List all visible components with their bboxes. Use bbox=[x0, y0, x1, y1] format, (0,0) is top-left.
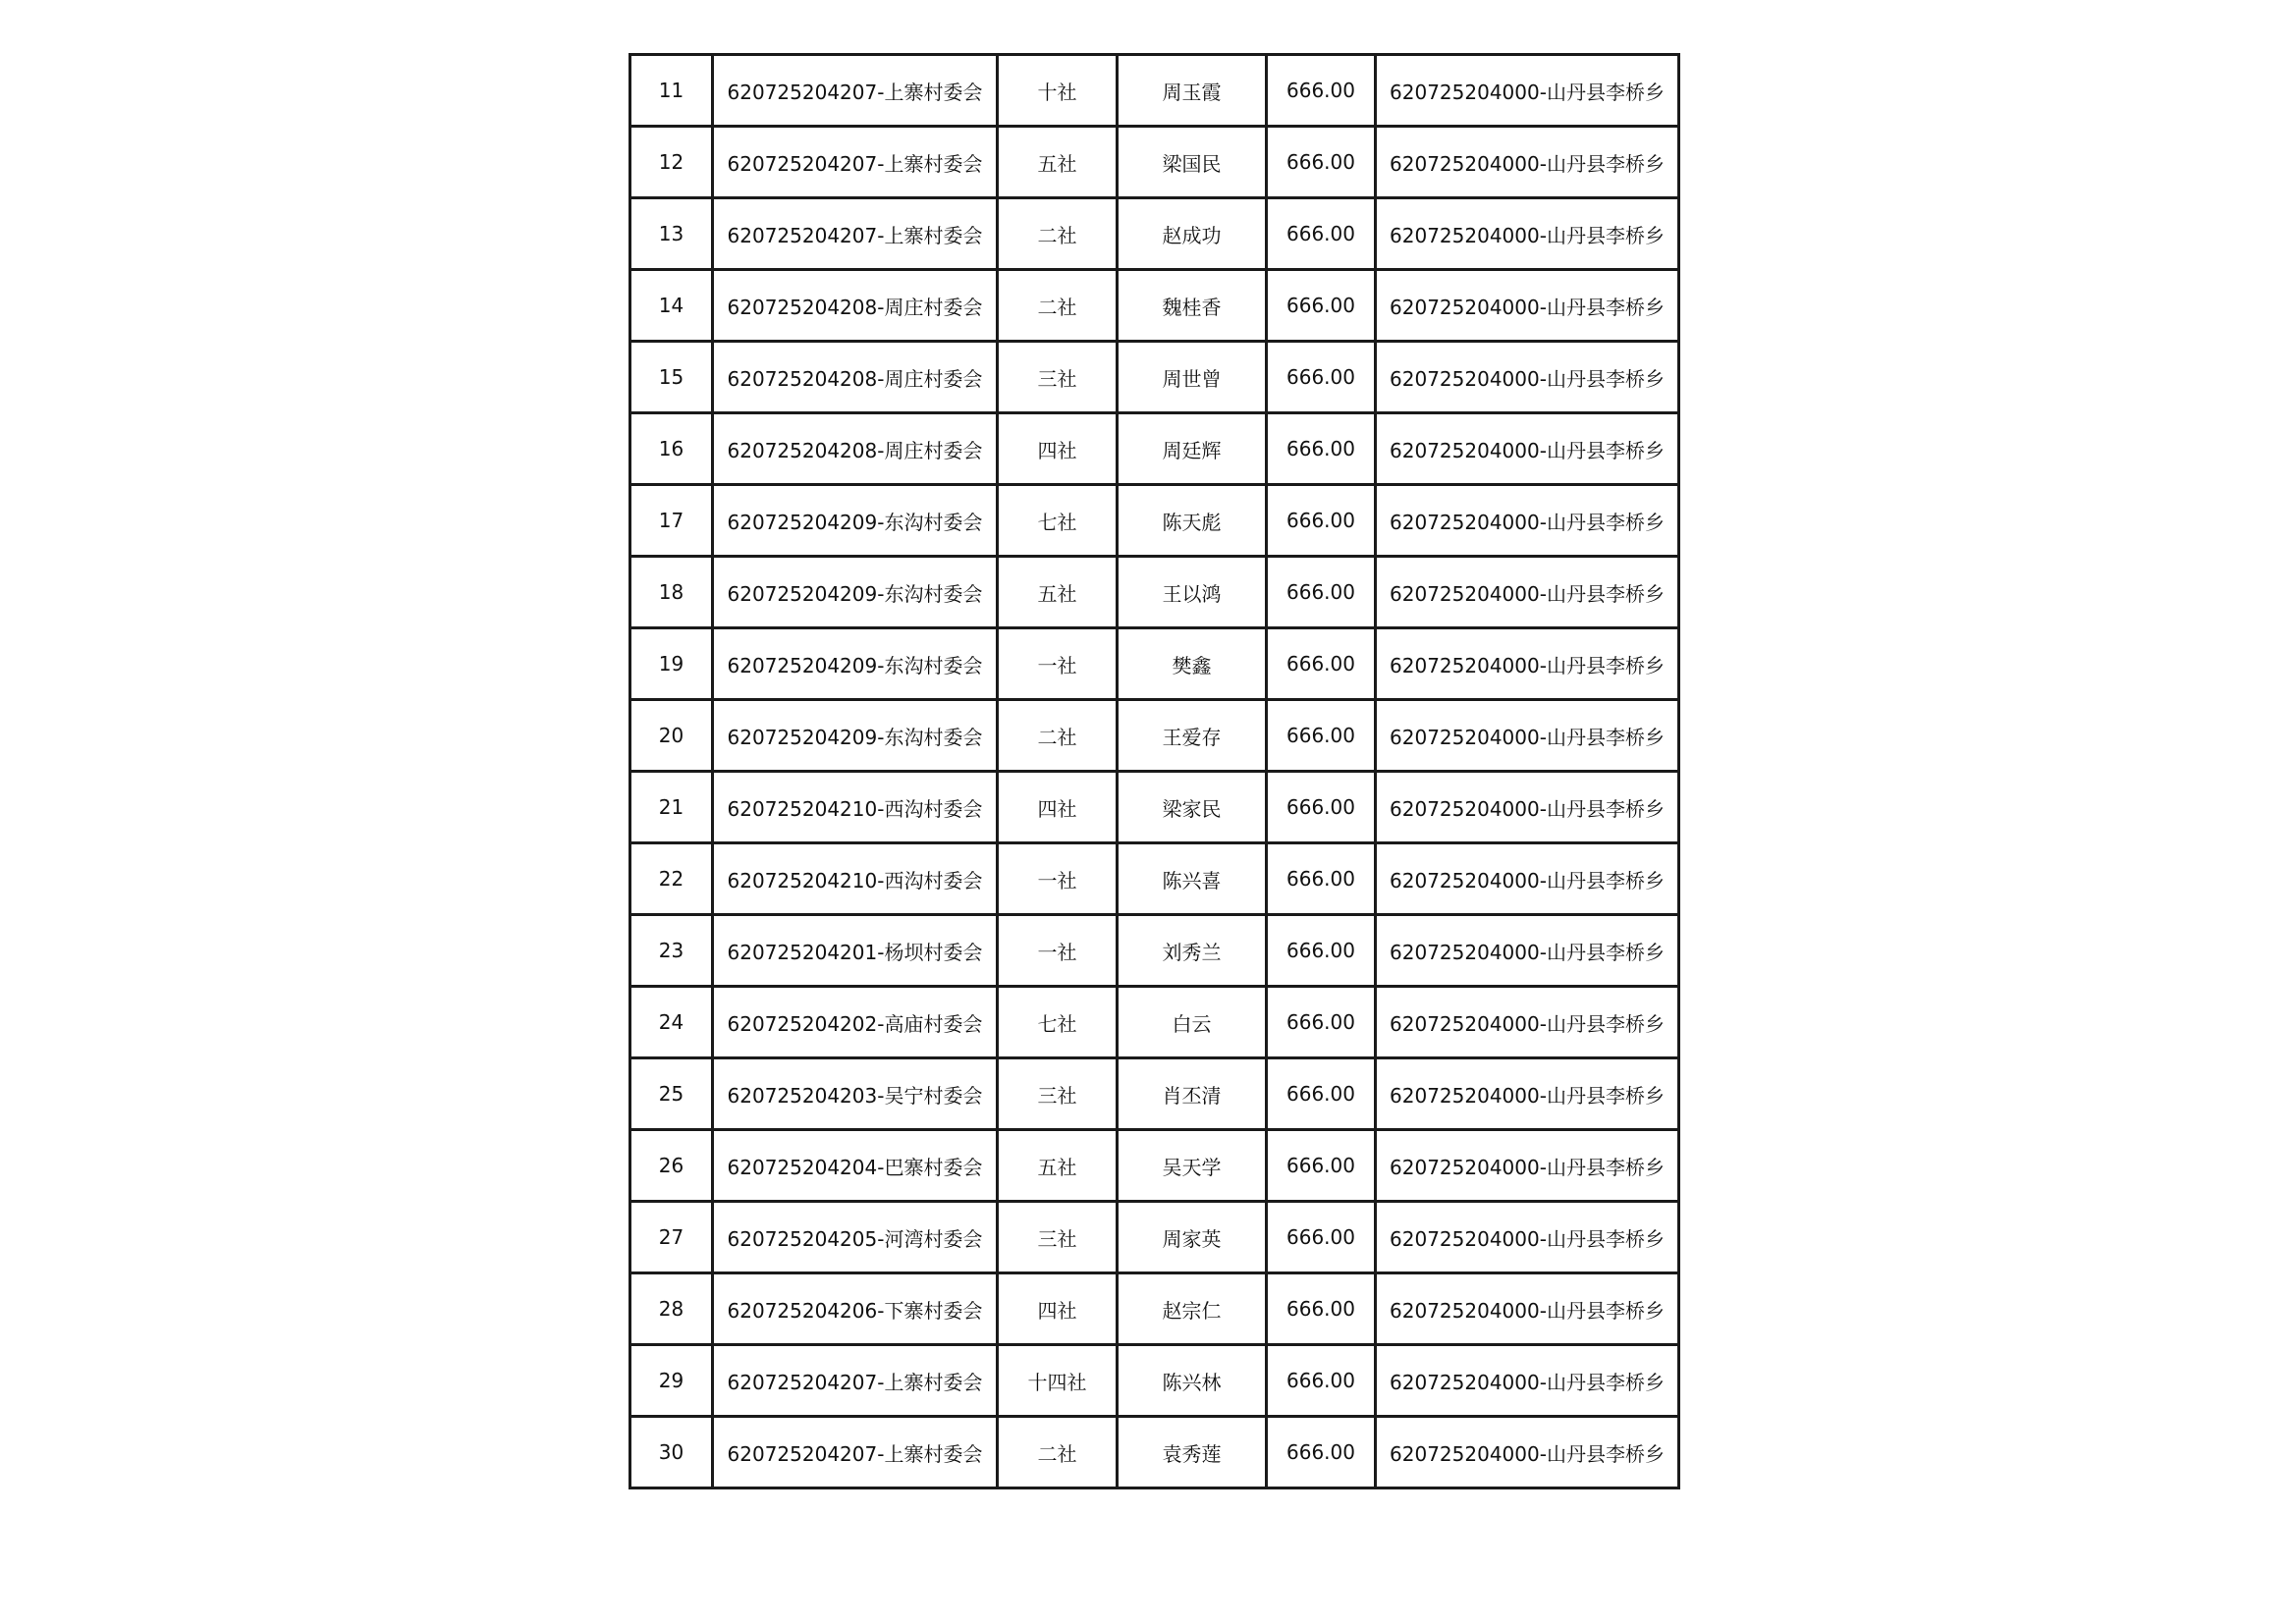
table-row bbox=[630, 843, 1679, 915]
amount-cell: 666.00 bbox=[1267, 1058, 1376, 1130]
township-cell: 620725204000-山丹县李桥乡 bbox=[1376, 1058, 1679, 1130]
village-committee-cell: 620725204202-高庙村委会 bbox=[713, 987, 998, 1058]
row-number-cell: 19 bbox=[630, 628, 713, 700]
amount-cell: 666.00 bbox=[1267, 1130, 1376, 1202]
row-number-cell: 24 bbox=[630, 987, 713, 1058]
table-row bbox=[630, 1130, 1679, 1202]
township-cell: 620725204000-山丹县李桥乡 bbox=[1376, 342, 1679, 413]
row-number-cell: 20 bbox=[630, 700, 713, 772]
amount-cell: 666.00 bbox=[1267, 485, 1376, 557]
village-committee-cell: 620725204207-上寨村委会 bbox=[713, 1417, 998, 1488]
township-cell: 620725204000-山丹县李桥乡 bbox=[1376, 127, 1679, 198]
name-cell: 周玉霞 bbox=[1118, 55, 1267, 127]
name-cell: 魏桂香 bbox=[1118, 270, 1267, 342]
group-cell: 二社 bbox=[998, 198, 1118, 270]
village-committee-cell: 620725204207-上寨村委会 bbox=[713, 55, 998, 127]
name-cell: 梁国民 bbox=[1118, 127, 1267, 198]
amount-cell: 666.00 bbox=[1267, 628, 1376, 700]
village-committee-cell: 620725204209-东沟村委会 bbox=[713, 700, 998, 772]
township-cell: 620725204000-山丹县李桥乡 bbox=[1376, 413, 1679, 485]
table-row bbox=[630, 1417, 1679, 1488]
table-row bbox=[630, 485, 1679, 557]
row-number-cell: 28 bbox=[630, 1273, 713, 1345]
village-committee-cell: 620725204204-巴寨村委会 bbox=[713, 1130, 998, 1202]
roster-table bbox=[629, 53, 1680, 1489]
village-committee-cell: 620725204208-周庄村委会 bbox=[713, 270, 998, 342]
group-cell: 一社 bbox=[998, 915, 1118, 987]
amount-cell: 666.00 bbox=[1267, 342, 1376, 413]
township-cell: 620725204000-山丹县李桥乡 bbox=[1376, 198, 1679, 270]
township-cell: 620725204000-山丹县李桥乡 bbox=[1376, 843, 1679, 915]
table-row bbox=[630, 127, 1679, 198]
name-cell: 周家英 bbox=[1118, 1202, 1267, 1273]
group-cell: 三社 bbox=[998, 1202, 1118, 1273]
name-cell: 王以鸿 bbox=[1118, 557, 1267, 628]
name-cell: 赵成功 bbox=[1118, 198, 1267, 270]
amount-cell: 666.00 bbox=[1267, 987, 1376, 1058]
township-cell: 620725204000-山丹县李桥乡 bbox=[1376, 1345, 1679, 1417]
name-cell: 陈兴林 bbox=[1118, 1345, 1267, 1417]
row-number-cell: 15 bbox=[630, 342, 713, 413]
village-committee-cell: 620725204201-杨坝村委会 bbox=[713, 915, 998, 987]
name-cell: 刘秀兰 bbox=[1118, 915, 1267, 987]
row-number-cell: 29 bbox=[630, 1345, 713, 1417]
township-cell: 620725204000-山丹县李桥乡 bbox=[1376, 270, 1679, 342]
table-row bbox=[630, 915, 1679, 987]
amount-cell: 666.00 bbox=[1267, 127, 1376, 198]
group-cell: 二社 bbox=[998, 270, 1118, 342]
township-cell: 620725204000-山丹县李桥乡 bbox=[1376, 915, 1679, 987]
name-cell: 王爱存 bbox=[1118, 700, 1267, 772]
village-committee-cell: 620725204203-吴宁村委会 bbox=[713, 1058, 998, 1130]
row-number-cell: 26 bbox=[630, 1130, 713, 1202]
village-committee-cell: 620725204209-东沟村委会 bbox=[713, 557, 998, 628]
name-cell: 周世曾 bbox=[1118, 342, 1267, 413]
table-row bbox=[630, 557, 1679, 628]
amount-cell: 666.00 bbox=[1267, 1202, 1376, 1273]
row-number-cell: 11 bbox=[630, 55, 713, 127]
group-cell: 四社 bbox=[998, 413, 1118, 485]
roster-table-body bbox=[630, 55, 1679, 1488]
row-number-cell: 12 bbox=[630, 127, 713, 198]
township-cell: 620725204000-山丹县李桥乡 bbox=[1376, 987, 1679, 1058]
group-cell: 二社 bbox=[998, 700, 1118, 772]
row-number-cell: 30 bbox=[630, 1417, 713, 1488]
name-cell: 赵宗仁 bbox=[1118, 1273, 1267, 1345]
row-number-cell: 16 bbox=[630, 413, 713, 485]
amount-cell: 666.00 bbox=[1267, 772, 1376, 843]
row-number-cell: 25 bbox=[630, 1058, 713, 1130]
village-committee-cell: 620725204205-河湾村委会 bbox=[713, 1202, 998, 1273]
name-cell: 陈兴喜 bbox=[1118, 843, 1267, 915]
table-row bbox=[630, 987, 1679, 1058]
village-committee-cell: 620725204210-西沟村委会 bbox=[713, 843, 998, 915]
village-committee-cell: 620725204207-上寨村委会 bbox=[713, 198, 998, 270]
table-row bbox=[630, 270, 1679, 342]
group-cell: 二社 bbox=[998, 1417, 1118, 1488]
name-cell: 袁秀莲 bbox=[1118, 1417, 1267, 1488]
table-row bbox=[630, 1273, 1679, 1345]
amount-cell: 666.00 bbox=[1267, 700, 1376, 772]
group-cell: 一社 bbox=[998, 843, 1118, 915]
township-cell: 620725204000-山丹县李桥乡 bbox=[1376, 700, 1679, 772]
name-cell: 梁家民 bbox=[1118, 772, 1267, 843]
name-cell: 樊鑫 bbox=[1118, 628, 1267, 700]
township-cell: 620725204000-山丹县李桥乡 bbox=[1376, 1417, 1679, 1488]
village-committee-cell: 620725204207-上寨村委会 bbox=[713, 1345, 998, 1417]
group-cell: 十社 bbox=[998, 55, 1118, 127]
group-cell: 四社 bbox=[998, 772, 1118, 843]
name-cell: 周廷辉 bbox=[1118, 413, 1267, 485]
name-cell: 白云 bbox=[1118, 987, 1267, 1058]
amount-cell: 666.00 bbox=[1267, 55, 1376, 127]
amount-cell: 666.00 bbox=[1267, 915, 1376, 987]
township-cell: 620725204000-山丹县李桥乡 bbox=[1376, 1130, 1679, 1202]
amount-cell: 666.00 bbox=[1267, 270, 1376, 342]
table-row bbox=[630, 1202, 1679, 1273]
name-cell: 肖丕清 bbox=[1118, 1058, 1267, 1130]
amount-cell: 666.00 bbox=[1267, 843, 1376, 915]
township-cell: 620725204000-山丹县李桥乡 bbox=[1376, 772, 1679, 843]
village-committee-cell: 620725204210-西沟村委会 bbox=[713, 772, 998, 843]
group-cell: 五社 bbox=[998, 557, 1118, 628]
amount-cell: 666.00 bbox=[1267, 1273, 1376, 1345]
group-cell: 十四社 bbox=[998, 1345, 1118, 1417]
name-cell: 吴天学 bbox=[1118, 1130, 1267, 1202]
township-cell: 620725204000-山丹县李桥乡 bbox=[1376, 628, 1679, 700]
group-cell: 五社 bbox=[998, 1130, 1118, 1202]
name-cell: 陈天彪 bbox=[1118, 485, 1267, 557]
amount-cell: 666.00 bbox=[1267, 198, 1376, 270]
township-cell: 620725204000-山丹县李桥乡 bbox=[1376, 1273, 1679, 1345]
table-row bbox=[630, 55, 1679, 127]
group-cell: 七社 bbox=[998, 485, 1118, 557]
table-row bbox=[630, 772, 1679, 843]
row-number-cell: 14 bbox=[630, 270, 713, 342]
amount-cell: 666.00 bbox=[1267, 557, 1376, 628]
row-number-cell: 27 bbox=[630, 1202, 713, 1273]
table-row bbox=[630, 413, 1679, 485]
group-cell: 五社 bbox=[998, 127, 1118, 198]
group-cell: 三社 bbox=[998, 342, 1118, 413]
row-number-cell: 17 bbox=[630, 485, 713, 557]
row-number-cell: 22 bbox=[630, 843, 713, 915]
village-committee-cell: 620725204207-上寨村委会 bbox=[713, 127, 998, 198]
township-cell: 620725204000-山丹县李桥乡 bbox=[1376, 1202, 1679, 1273]
village-committee-cell: 620725204208-周庄村委会 bbox=[713, 413, 998, 485]
table-row bbox=[630, 1345, 1679, 1417]
village-committee-cell: 620725204206-下寨村委会 bbox=[713, 1273, 998, 1345]
table-row bbox=[630, 700, 1679, 772]
group-cell: 七社 bbox=[998, 987, 1118, 1058]
group-cell: 三社 bbox=[998, 1058, 1118, 1130]
row-number-cell: 13 bbox=[630, 198, 713, 270]
township-cell: 620725204000-山丹县李桥乡 bbox=[1376, 485, 1679, 557]
village-committee-cell: 620725204208-周庄村委会 bbox=[713, 342, 998, 413]
table-row bbox=[630, 1058, 1679, 1130]
village-committee-cell: 620725204209-东沟村委会 bbox=[713, 628, 998, 700]
amount-cell: 666.00 bbox=[1267, 1417, 1376, 1488]
group-cell: 四社 bbox=[998, 1273, 1118, 1345]
row-number-cell: 23 bbox=[630, 915, 713, 987]
amount-cell: 666.00 bbox=[1267, 413, 1376, 485]
village-committee-cell: 620725204209-东沟村委会 bbox=[713, 485, 998, 557]
township-cell: 620725204000-山丹县李桥乡 bbox=[1376, 55, 1679, 127]
table-row bbox=[630, 628, 1679, 700]
group-cell: 一社 bbox=[998, 628, 1118, 700]
table-row bbox=[630, 198, 1679, 270]
row-number-cell: 18 bbox=[630, 557, 713, 628]
row-number-cell: 21 bbox=[630, 772, 713, 843]
township-cell: 620725204000-山丹县李桥乡 bbox=[1376, 557, 1679, 628]
amount-cell: 666.00 bbox=[1267, 1345, 1376, 1417]
table-row bbox=[630, 342, 1679, 413]
